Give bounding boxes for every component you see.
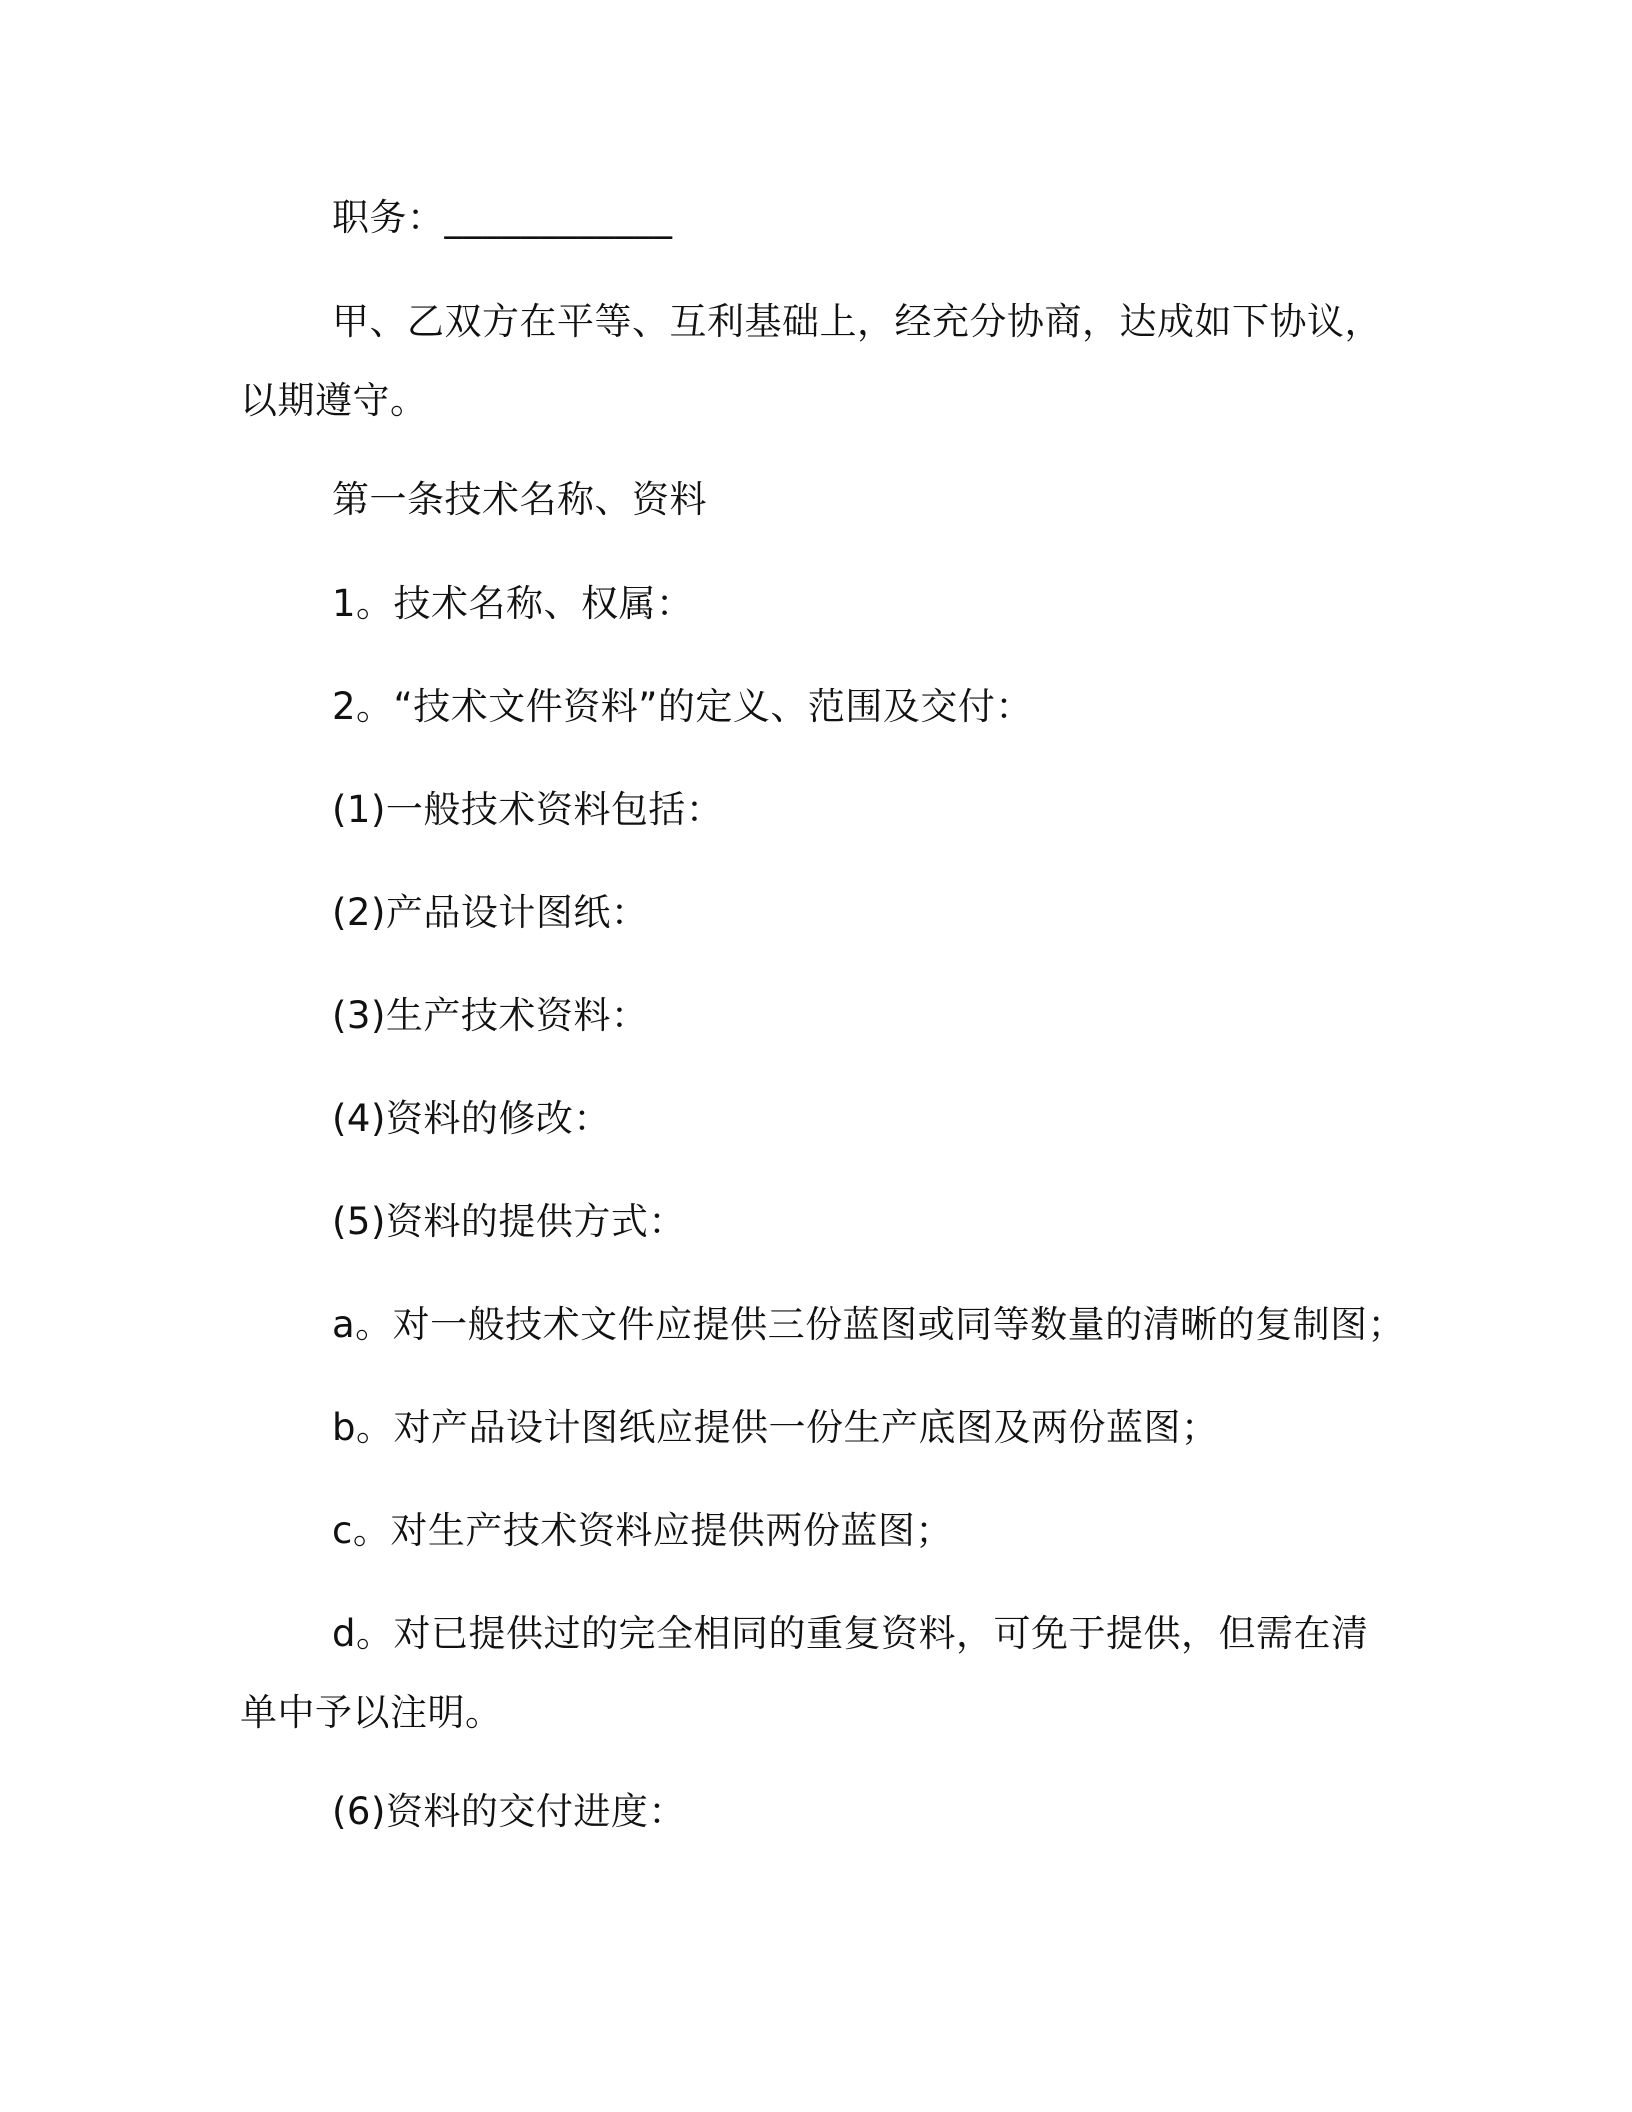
provision-a-general-documents: a。对一般技术文件应提供三份蓝图或同等数量的清晰的复制图；	[332, 1303, 1406, 1346]
item-5-provision-method: (5)资料的提供方式：	[332, 1200, 686, 1243]
position-field-line: 职务：____________	[332, 196, 673, 239]
item-6-delivery-schedule: (6)资料的交付进度：	[332, 1790, 686, 1833]
item-2-design-drawings: (2)产品设计图纸：	[332, 891, 649, 934]
clause-1-technology-name: 1。技术名称、权属：	[332, 582, 694, 625]
item-1-general-materials: (1)一般技术资料包括：	[332, 788, 724, 831]
article-one-heading: 第一条技术名称、资料	[332, 478, 707, 521]
agreement-intro-paragraph: 甲、乙双方在平等、互利基础上，经充分协商，达成如下协议，以期遵守。	[240, 300, 1382, 422]
provision-c-production-materials: c。对生产技术资料应提供两份蓝图；	[332, 1509, 953, 1552]
item-4-material-modification: (4)资料的修改：	[332, 1097, 611, 1140]
clause-2-technical-documents: 2。“技术文件资料”的定义、范围及交付：	[332, 685, 1033, 728]
provision-b-design-drawings: b。对产品设计图纸应提供一份生产底图及两份蓝图；	[332, 1406, 1219, 1449]
provision-d-duplicate-materials: d。对已提供过的完全相同的重复资料，可免于提供，但需在清单中予以注明。	[240, 1612, 1369, 1734]
item-3-production-materials: (3)生产技术资料：	[332, 994, 649, 1037]
